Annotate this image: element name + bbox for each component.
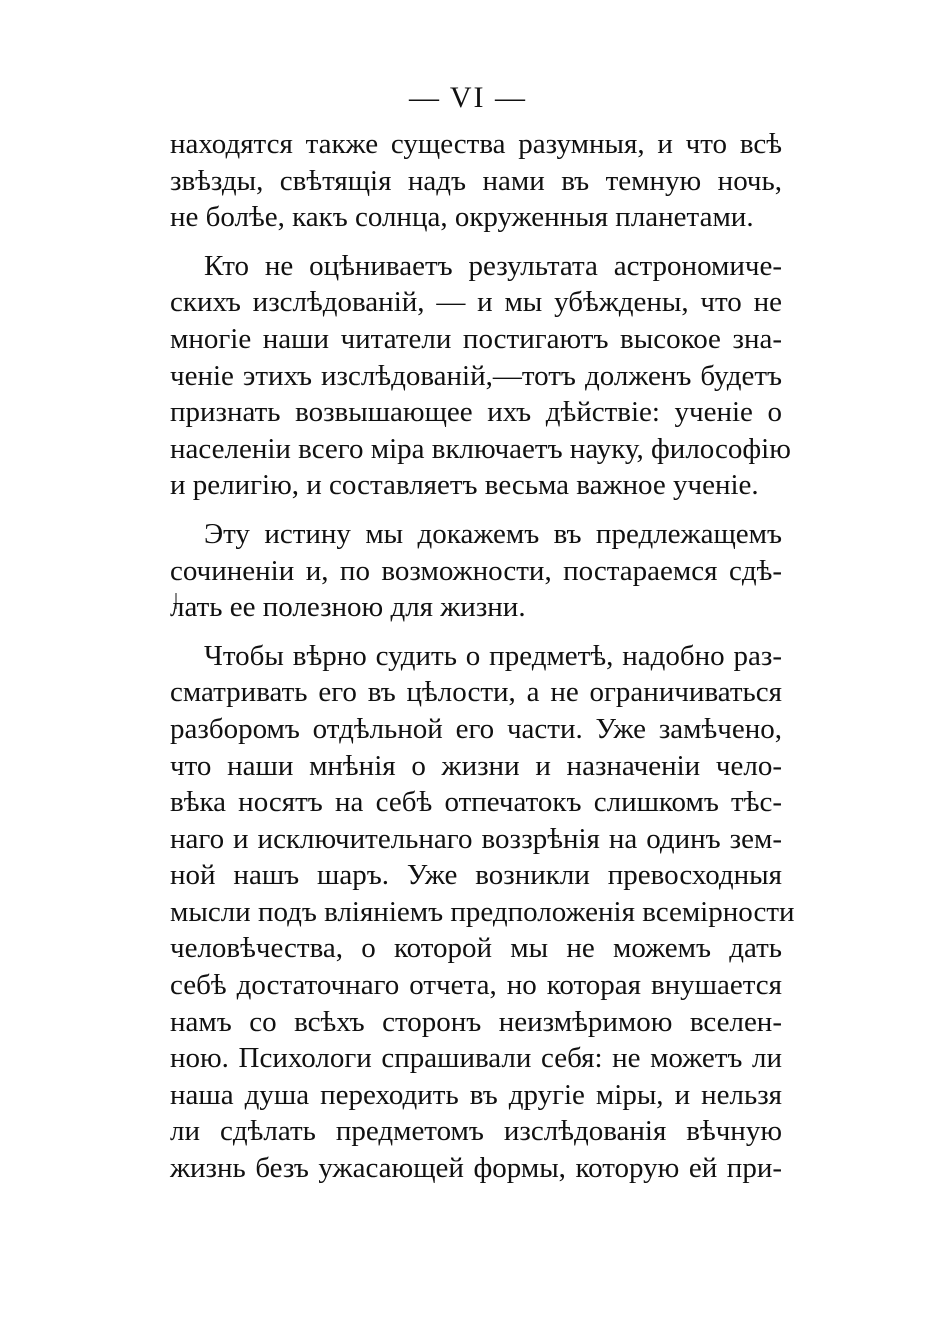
- text-line: намъ со всѣхъ сторонъ неизмѣримою вселен-: [170, 1005, 782, 1038]
- text-line: многіе наши читатели постигаютъ высокое зна-: [170, 322, 782, 355]
- paragraph-2: [170, 248, 791, 504]
- text-line: находятся также существа разумныя, и что всѣ: [170, 128, 782, 160]
- text-line: ли сдѣлать предметомъ изслѣдованія вѣчную: [170, 1115, 782, 1148]
- text-line: мысли подъ вліяніемъ предположенія всемірности: [170, 895, 795, 928]
- text-line: что наши мнѣнія о жизни и назначеніи чело-: [170, 749, 782, 782]
- text-line: Чтобы вѣрно судить о предметѣ, надобно раз-: [204, 639, 782, 672]
- text-line: человѣчества, о которой мы не можемъ дать: [170, 932, 782, 965]
- text-line: ною. Психологи спрашивали себя: не можетъ ли: [170, 1042, 782, 1075]
- paragraph-1: [170, 126, 782, 236]
- text-line: Кто не оцѣниваетъ результата астрономиче-: [204, 249, 782, 282]
- paragraph-3: [170, 516, 782, 626]
- text-line: вѣка носятъ на себѣ отпечатокъ слишкомъ тѣс-: [170, 786, 782, 819]
- text-line: скихъ изслѣдованій, — и мы убѣждены, что не: [170, 286, 782, 319]
- text-line: ченіе этихъ изслѣдованій,—тотъ долженъ будетъ: [170, 359, 782, 392]
- text-line: Эту истину мы докажемъ въ предлежащемъ: [204, 517, 782, 550]
- text-line: сматривать его въ цѣлости, а не ограничиваться: [170, 676, 782, 709]
- body-text: [170, 126, 795, 1199]
- text-line: наго и исключительнаго воззрѣнія на одинъ зем-: [170, 822, 782, 855]
- text-line: населеніи всего міра включаетъ науку, философію: [170, 432, 791, 465]
- text-line: ной нашъ шаръ. Уже возникли превосходныя: [170, 859, 782, 892]
- text-line: звѣзды, свѣтящія надъ нами въ темную ночь,: [170, 164, 782, 197]
- text-line: наша душа переходить въ другіе міры, и нельзя: [170, 1078, 782, 1111]
- text-line: себѣ достаточнаго отчета, но которая внушается: [170, 969, 782, 1002]
- text-line: разборомъ отдѣльной его части. Уже замѣчено,: [170, 712, 782, 745]
- page-number: — VI —: [408, 81, 528, 114]
- text-line: жизнь безъ ужасающей формы, которую ей при-: [170, 1152, 782, 1185]
- text-line: лать ее полезною для жизни.: [170, 591, 526, 624]
- paragraph-4: [170, 638, 795, 1187]
- text-line: и религію, и составляетъ весьма важное ученіе.: [170, 469, 759, 502]
- text-line: признать возвышающее ихъ дѣйствіе: ученіе о: [170, 396, 782, 429]
- text-line: сочиненіи и, по возможности, постараемся сдѣ-: [170, 554, 782, 587]
- text-line: не болѣе, какъ солнца, окруженныя планетами.: [170, 201, 754, 234]
